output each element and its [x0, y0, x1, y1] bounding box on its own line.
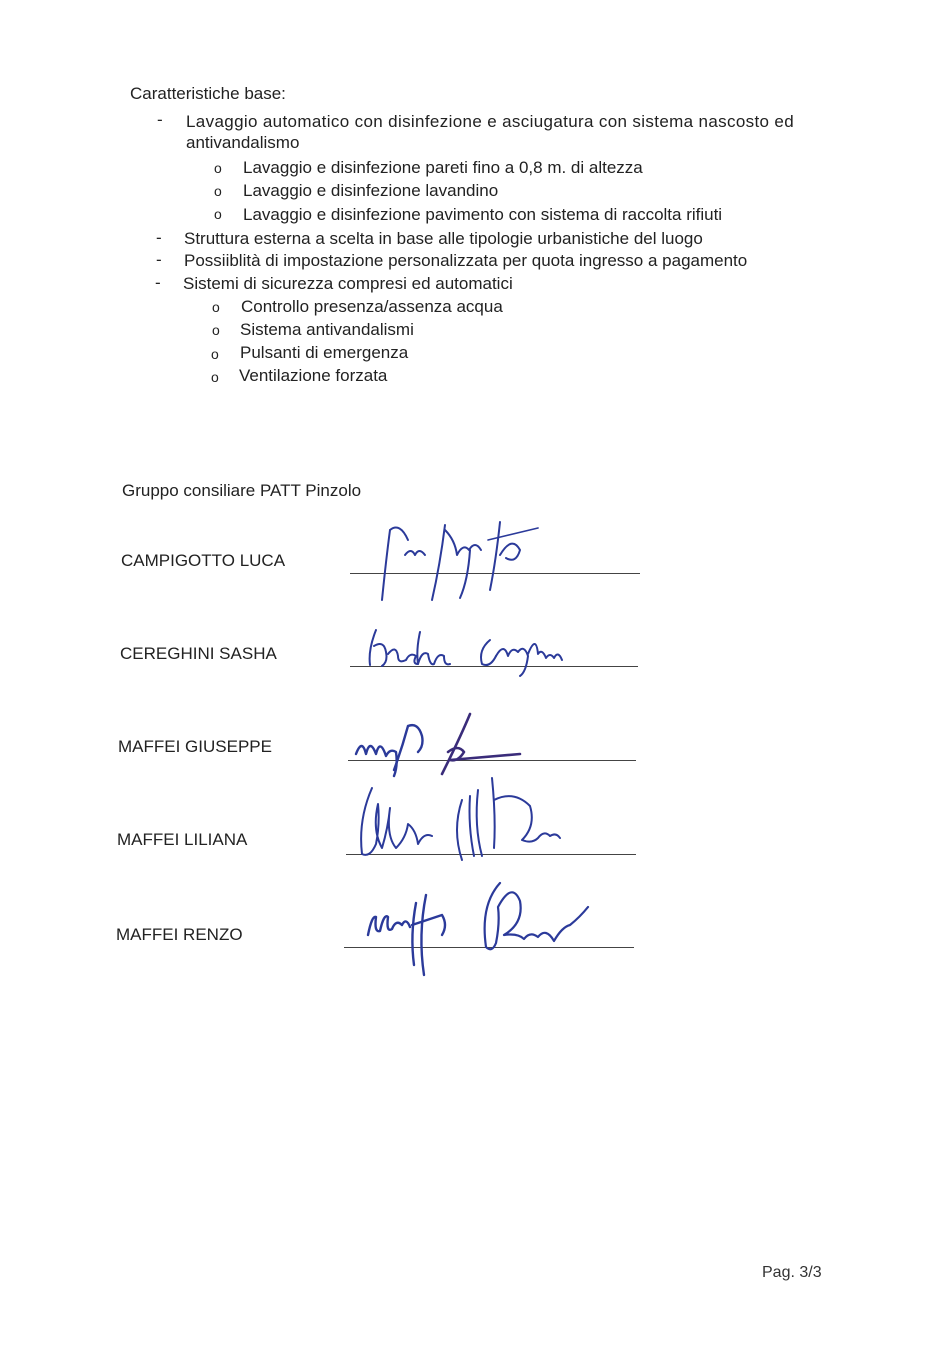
- bullet-text-continued: antivandalismo: [186, 133, 300, 152]
- section-heading: Caratteristiche base:: [130, 84, 286, 103]
- sub-bullet-text: Lavaggio e disinfezione pareti fino a 0,8 m. di altezza: [243, 158, 643, 177]
- bullet-marker: -: [155, 273, 161, 292]
- signer-name: MAFFEI RENZO: [116, 925, 243, 944]
- sub-bullet-marker: o: [212, 322, 220, 338]
- signature-campigotto: [360, 510, 560, 605]
- signer-name: CEREGHINI SASHA: [120, 644, 277, 663]
- bullet-text: Lavaggio automatico con disinfezione e asciugatura con sistema nascosto ed: [186, 112, 795, 131]
- signature-maffei-renzo: [360, 875, 620, 980]
- sub-bullet-text: Pulsanti di emergenza: [240, 343, 409, 362]
- sub-bullet-marker: o: [214, 183, 222, 199]
- bullet-text: Possiiblità di impostazione personalizzata per quota ingresso a pagamento: [184, 251, 748, 270]
- sub-bullet-marker: o: [214, 206, 222, 222]
- sub-bullet-marker: o: [211, 346, 219, 362]
- sub-bullet-marker: o: [214, 160, 222, 176]
- sub-bullet-text: Sistema antivandalismi: [240, 320, 414, 339]
- signature-maffei-liliana: [352, 770, 572, 870]
- sub-bullet-marker: o: [212, 299, 220, 315]
- sub-bullet-text: Ventilazione forzata: [239, 366, 388, 385]
- bullet-marker: -: [156, 228, 162, 247]
- sub-bullet-text: Lavaggio e disinfezione lavandino: [243, 181, 499, 200]
- signer-name: CAMPIGOTTO LUCA: [121, 551, 286, 570]
- signer-name: MAFFEI LILIANA: [117, 830, 248, 849]
- bullet-marker: -: [157, 110, 163, 129]
- bullet-text: Struttura esterna a scelta in base alle tipologie urbanistiche del luogo: [184, 229, 703, 248]
- page-number: Pag. 3/3: [762, 1264, 822, 1281]
- sub-bullet-marker: o: [211, 369, 219, 385]
- sub-bullet-text: Lavaggio e disinfezione pavimento con sistema di raccolta rifiuti: [243, 205, 723, 224]
- sub-bullet-text: Controllo presenza/assenza acqua: [241, 297, 503, 316]
- bullet-marker: -: [156, 250, 162, 269]
- bullet-text: Sistemi di sicurezza compresi ed automatici: [183, 274, 513, 293]
- signer-name: MAFFEI GIUSEPPE: [118, 737, 272, 756]
- group-title: Gruppo consiliare PATT Pinzolo: [122, 481, 362, 500]
- signature-cereghini: [360, 620, 590, 680]
